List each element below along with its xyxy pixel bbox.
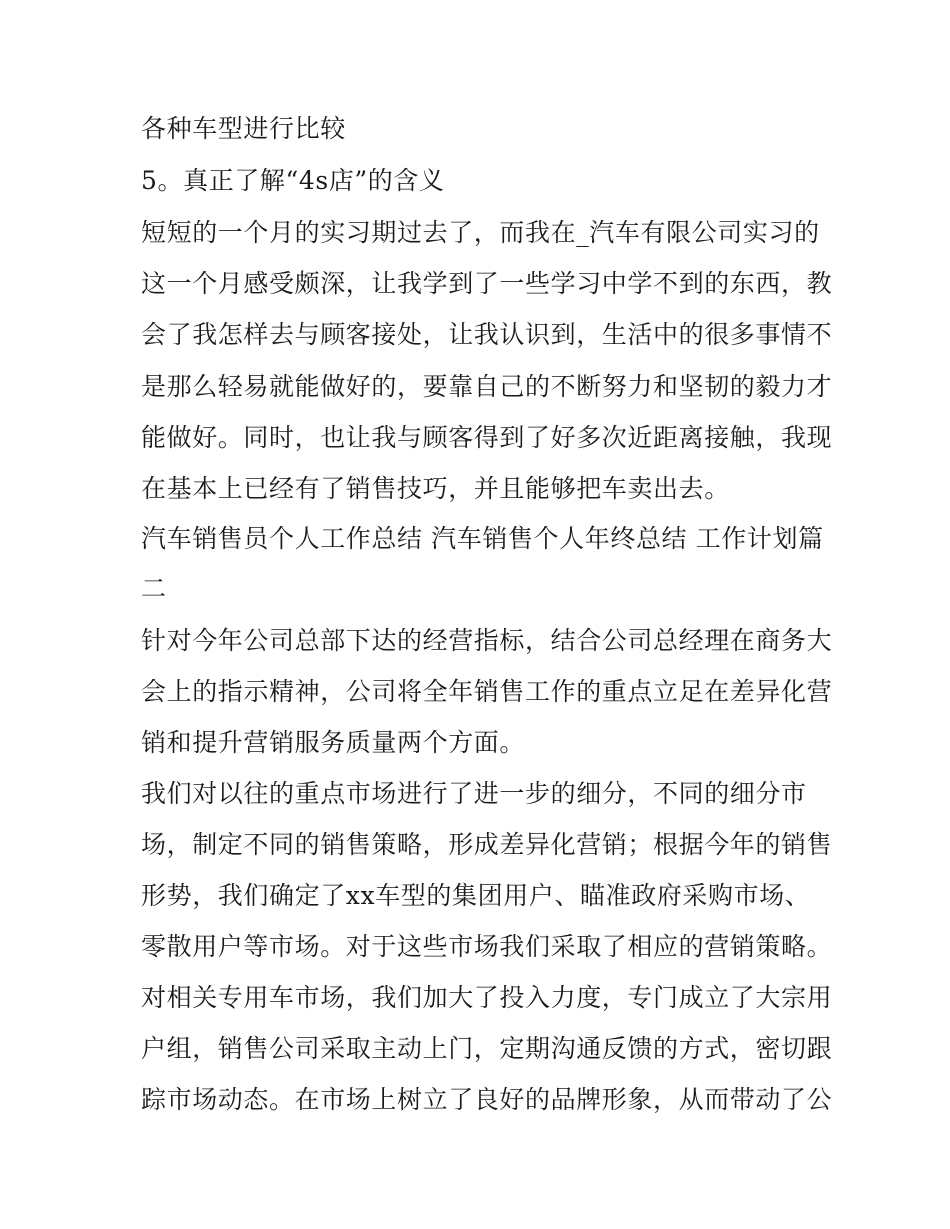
heading-line: 汽车销售员个人工作总结 汽车销售个人年终总结 工作计划篇 [141,524,824,553]
text-line: 各种车型进行比较 [141,114,346,143]
text-line: 这一个月感受颇深，让我学到了一些学习中学不到的东西，教 [141,269,833,298]
text-line: 零散用户等市场。对于这些市场我们采取了相应的营销策略。 [141,932,833,961]
heading-line: 二 [141,574,167,603]
text-line: 对相关专用车市场，我们加大了投入力度，专门成立了大宗用 [141,983,833,1012]
text-line: 针对今年公司总部下达的经营指标，结合公司总经理在商务大 [141,626,833,655]
text-line: 形势，我们确定了xx车型的集团用户、瞄准政府采购市场、 [141,881,811,910]
text-line: 是那么轻易就能做好的，要靠自己的不断努力和坚韧的毅力才 [141,372,833,401]
text-line: 5。真正了解“4s店”的含义 [141,166,445,195]
text-line: 短短的一个月的实习期过去了，而我在_汽车有限公司实习的 [141,218,820,247]
text-line: 我们对以往的重点市场进行了进一步的细分，不同的细分市 [141,779,807,808]
text-line: 销和提升营销服务质量两个方面。 [141,728,526,757]
text-line: 在基本上已经有了销售技巧，并且能够把车卖出去。 [141,474,730,503]
text-line: 会了我怎样去与顾客接处，让我认识到，生活中的很多事情不 [141,320,833,349]
text-line: 户组，销售公司采取主动上门，定期沟通反馈的方式，密切跟 [141,1034,833,1063]
text-line: 踪市场动态。在市场上树立了良好的品牌形象，从而带动了公 [141,1085,833,1114]
text-line: 场，制定不同的销售策略，形成差异化营销；根据今年的销售 [141,830,833,859]
text-line: 会上的指示精神，公司将全年销售工作的重点立足在差异化营 [141,677,833,706]
text-line: 能做好。同时，也让我与顾客得到了好多次近距离接触，我现 [141,423,833,452]
